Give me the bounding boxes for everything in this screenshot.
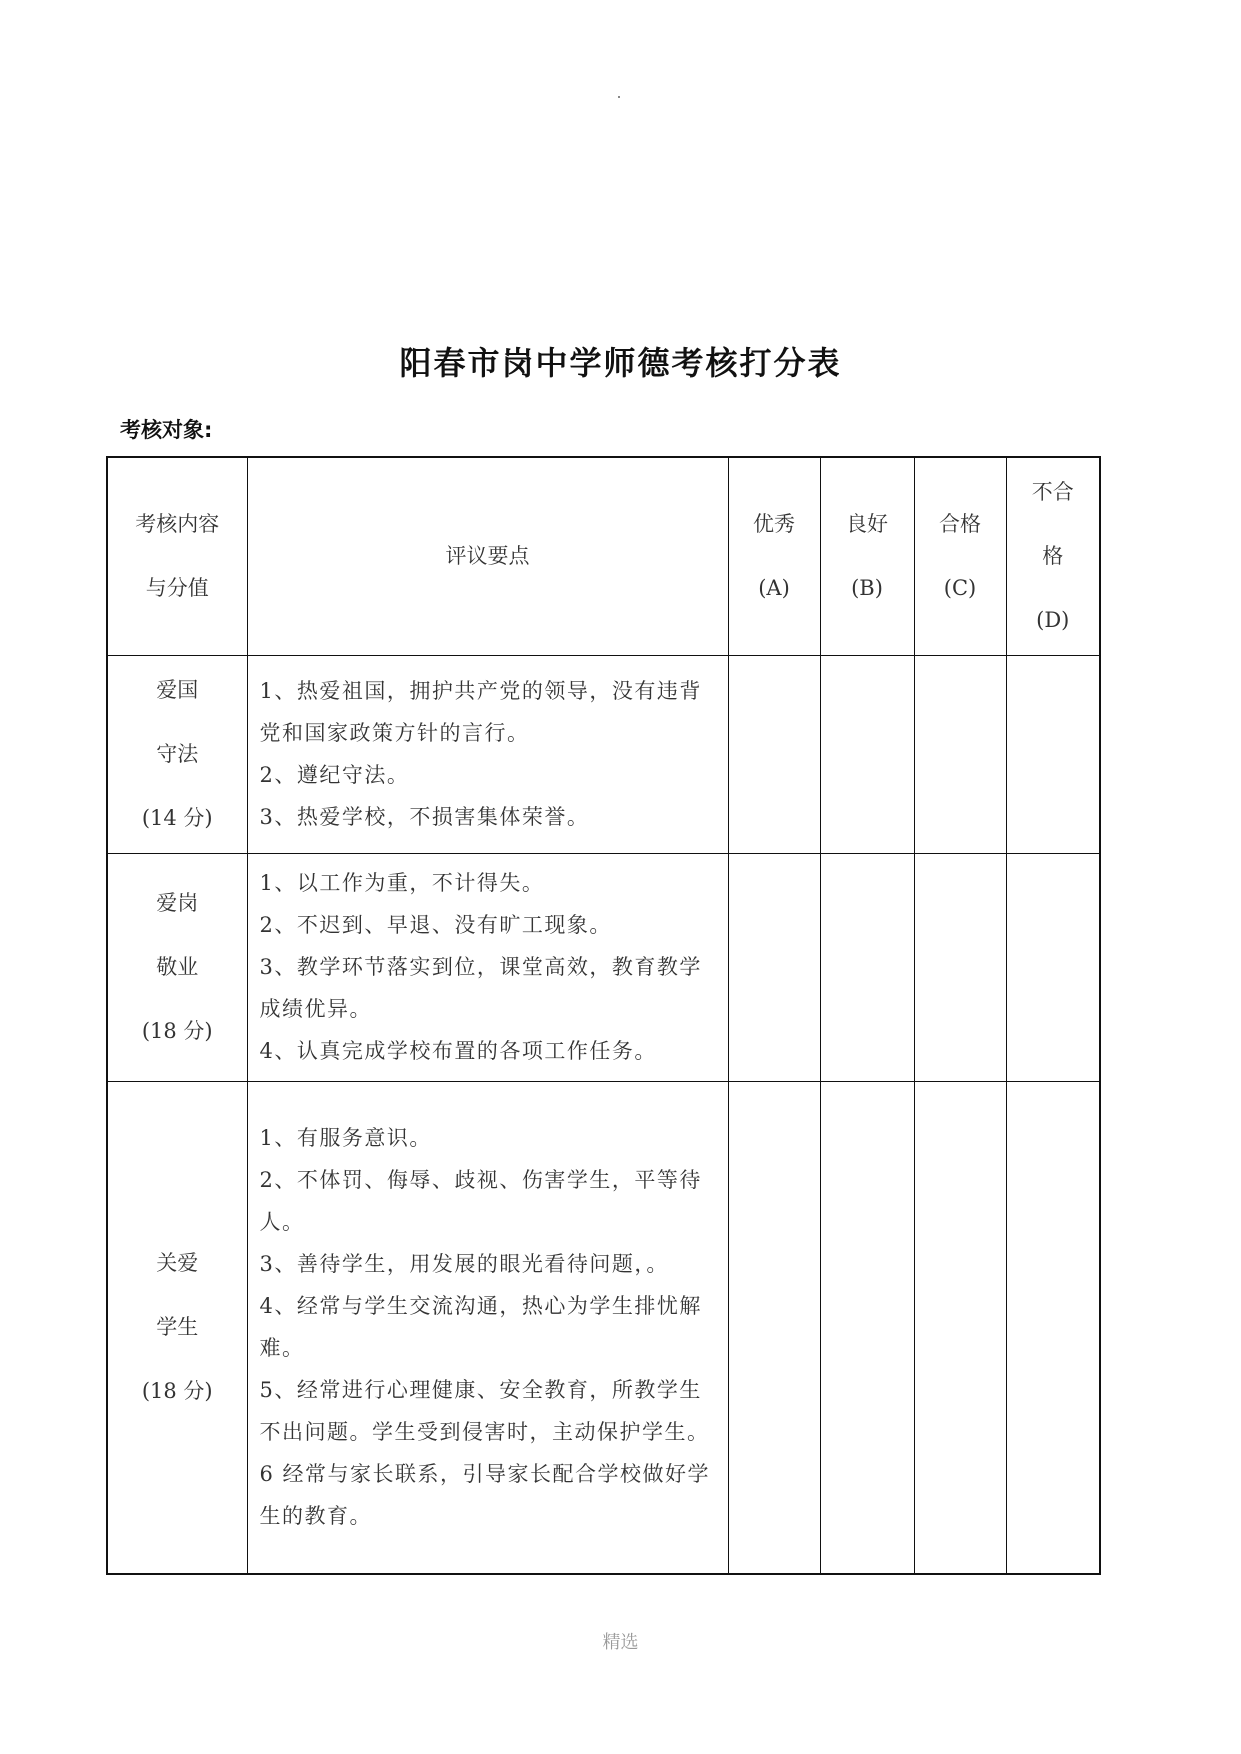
category-cell [107, 1081, 247, 1574]
category-name-2: 学生 [156, 1315, 199, 1340]
grade-d-cell[interactable] [1006, 853, 1100, 1081]
grade-b-cell[interactable] [820, 655, 914, 853]
header-dot [618, 96, 620, 98]
point-item: 1、有服务意识。 [259, 1126, 432, 1151]
grade-d-label-2: 格 [1042, 544, 1064, 569]
grade-b-code: (B) [851, 576, 883, 601]
point-item: 1、以工作为重，不计得失。 [259, 871, 545, 895]
point-item: 1、热爱祖国，拥护共产党的领导，没有违背党和国家政策方针的言行。 [259, 679, 702, 745]
grade-d-cell[interactable] [1006, 1081, 1100, 1574]
table-header-row [107, 457, 1100, 655]
category-cell [107, 655, 247, 853]
grade-a-cell[interactable] [728, 853, 820, 1081]
grade-d-label-1: 不合 [1031, 480, 1074, 505]
category-name-1: 关爱 [156, 1251, 199, 1276]
grade-a-code: (A) [758, 576, 790, 601]
header-category [107, 457, 247, 655]
category-name-1: 爱国 [156, 678, 199, 702]
grade-c-label: 合格 [939, 512, 981, 537]
header-grade-d [1006, 457, 1100, 655]
footer-watermark: 精选 [602, 1632, 639, 1653]
point-item: 3、教学环节落实到位，课堂高效，教育教学成绩优异。 [259, 955, 702, 1021]
point-item: 2、不迟到、早退、没有旷工现象。 [259, 913, 612, 937]
grade-c-code: (C) [943, 576, 977, 601]
points-cell [247, 655, 728, 853]
evaluation-table [106, 456, 1101, 1575]
grade-b-label: 良好 [846, 512, 888, 537]
subject-label: 考核对象: [120, 418, 213, 442]
header-category-line1: 考核内容 [135, 512, 220, 537]
grade-a-label: 优秀 [753, 512, 795, 537]
category-score: (14 分) [141, 806, 213, 830]
header-grade-a [728, 457, 820, 655]
grade-c-cell[interactable] [914, 1081, 1006, 1574]
point-item: 3、善待学生，用发展的眼光看待问题，。 [259, 1252, 669, 1277]
point-item: 4、认真完成学校布置的各项工作任务。 [259, 1039, 657, 1063]
points-cell [247, 853, 728, 1081]
category-name-1: 爱岗 [156, 891, 199, 915]
table-row [107, 655, 1100, 853]
header-category-line2: 与分值 [145, 576, 209, 601]
point-item: 2、遵纪守法。 [259, 763, 410, 787]
header-points: 评议要点 [247, 457, 728, 655]
grade-a-cell[interactable] [728, 1081, 820, 1574]
header-grade-b [820, 457, 914, 655]
category-score: (18 分) [141, 1379, 213, 1404]
points-cell [247, 1081, 728, 1574]
grade-b-cell[interactable] [820, 853, 914, 1081]
grade-c-cell[interactable] [914, 655, 1006, 853]
point-item: 5、经常进行心理健康、安全教育，所教学生不出问题。学生受到侵害时，主动保护学生。 [259, 1378, 710, 1445]
category-name-2: 敬业 [156, 955, 199, 979]
grade-d-cell[interactable] [1006, 655, 1100, 853]
grade-b-cell[interactable] [820, 1081, 914, 1574]
grade-d-code: (D) [1036, 608, 1070, 633]
category-cell [107, 853, 247, 1081]
category-score: (18 分) [141, 1019, 213, 1043]
point-item: 2、不体罚、侮辱、歧视、伤害学生，平等待人。 [259, 1168, 702, 1235]
header-grade-c [914, 457, 1006, 655]
category-name-2: 守法 [156, 742, 199, 766]
point-item: 6 经常与家长联系，引导家长配合学校做好学生的教育。 [259, 1462, 711, 1529]
point-item: 3、热爱学校，不损害集体荣誉。 [259, 805, 590, 829]
grade-c-cell[interactable] [914, 853, 1006, 1081]
point-item: 4、经常与学生交流沟通，热心为学生排忧解难。 [259, 1294, 702, 1361]
table-row [107, 853, 1100, 1081]
table-row [107, 1081, 1100, 1574]
grade-a-cell[interactable] [728, 655, 820, 853]
page-title: 阳春市岗中学师德考核打分表 [399, 344, 842, 382]
